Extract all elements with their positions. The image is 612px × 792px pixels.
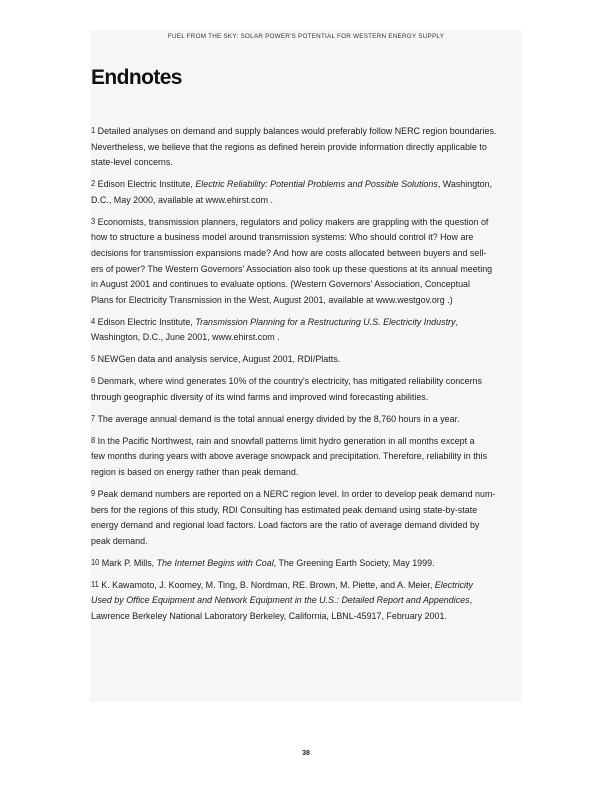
endnote-2: $^2$ Edison Electric Institute, Electric Reliability: Potential Problems and Possible Solutions, Washington, D.C., May 2000, available at www.ehirst.com . [91, 179, 493, 206]
citation-title: Electricity [434, 579, 473, 591]
endnote-6: $^6$ Denmark, where wind generates 10% of the country's electricity, has mitigated reliability concerns through geographic diversity of its wind farms and improved wind forecasting abilities. [91, 376, 483, 403]
endnote-number: 4 [91, 316, 96, 326]
page-number: 38 [302, 750, 310, 757]
endnote-8: $^8$ In the Pacific Northwest, rain and snowfall patterns limit hydro generation in all months except a few months during years with above average snowpack and precipitation. Therefore, reliability in this region is based on energy rather than peak demand. [91, 435, 488, 479]
endnote-number: 1 [91, 126, 96, 135]
endnote-11: $^{11}$ K. Kawamoto, J. Koomey, M. Ting, B. Nordman, RE. Brown, M. Piette, and A. Meier, Electricity Used by Office Equipment and Network Equipment in the U.S.: Detailed Report and Appendices, Lawrence Berkeley National Laboratory Berkeley, California, LBNL-45917, February 2001. [91, 579, 473, 622]
endnote-number: 3 [91, 216, 96, 226]
endnote-number: 5 [91, 354, 96, 364]
endnote-number: 8 [91, 435, 96, 445]
endnote-7: $^7$ The average annual demand is the total annual energy divided by the 8,760 hours in a year. [91, 413, 460, 425]
endnote-number: 2 [91, 179, 96, 189]
endnote-number: 6 [91, 376, 96, 386]
citation-title: Transmission Planning for a Restructuring U.S. Electricity Industry [195, 316, 456, 328]
endnote-4: $^4$ Edison Electric Institute, Transmission Planning for a Restructuring U.S. Electricity Industry, Washington, D.C., June 2001, www.ehirst.com . [91, 316, 458, 344]
endnote-1: $^1$ Detailed analyses on demand and supply balances would preferably follow NERC region boundaries. Nevertheless, we believe that the regions as defined herein provide information directly applicable to state-level concerns. [91, 126, 497, 169]
endnote-number: 9 [91, 489, 96, 498]
endnote-number: 11 [91, 579, 99, 589]
citation-title: Electric Reliability: Potential Problems and Possible Solutions [195, 179, 438, 191]
endnote-number: 10 [91, 557, 100, 567]
endnotes-list [91, 124, 531, 631]
citation-title-continued: Used by Office Equipment and Network Equipment in the U.S.: Detailed Report and Appendices [91, 595, 470, 607]
running-header: FUEL FROM THE SKY: SOLAR POWER'S POTENTIAL FOR WESTERN ENERGY SUPPLY [167, 33, 445, 40]
endnote-3: $^3$ Economists, transmission planners, regulators and policy makers are grappling with the question of how to structure a business model around transmission systems: Who should control it? How are decisions for transmission expansions made? And how are costs allocated between buyers and sell- ers of power? The Western Governors' Association also took up these questions at its annual meeting in August 2001 and continues to evaluate options. (Western Governors' Association, Conceptual Plans for Electricity Transmission in the West, August 2001, available at www.westgov.org .) [91, 216, 493, 306]
page-title: Endnotes [91, 66, 182, 89]
endnote-9: $^9$ Peak demand numbers are reported on a NERC region level. In order to develop peak demand num- bers for the regions of this study, RDI Consulting has estimated peak demand using state-by-state energy demand and regional load factors. Load factors are the ratio of average demand divided by peak demand. [91, 489, 496, 547]
endnote-number: 7 [91, 413, 96, 423]
endnote-5: $^5$ NEWGen data and analysis service, August 2001, RDI/Platts. [91, 354, 341, 366]
citation-title: The Internet Begins with Coal [156, 557, 274, 569]
endnote-10: $^{10}$ Mark P. Mills, The Internet Begins with Coal, The Greening Earth Society, May 1999. [91, 557, 435, 569]
